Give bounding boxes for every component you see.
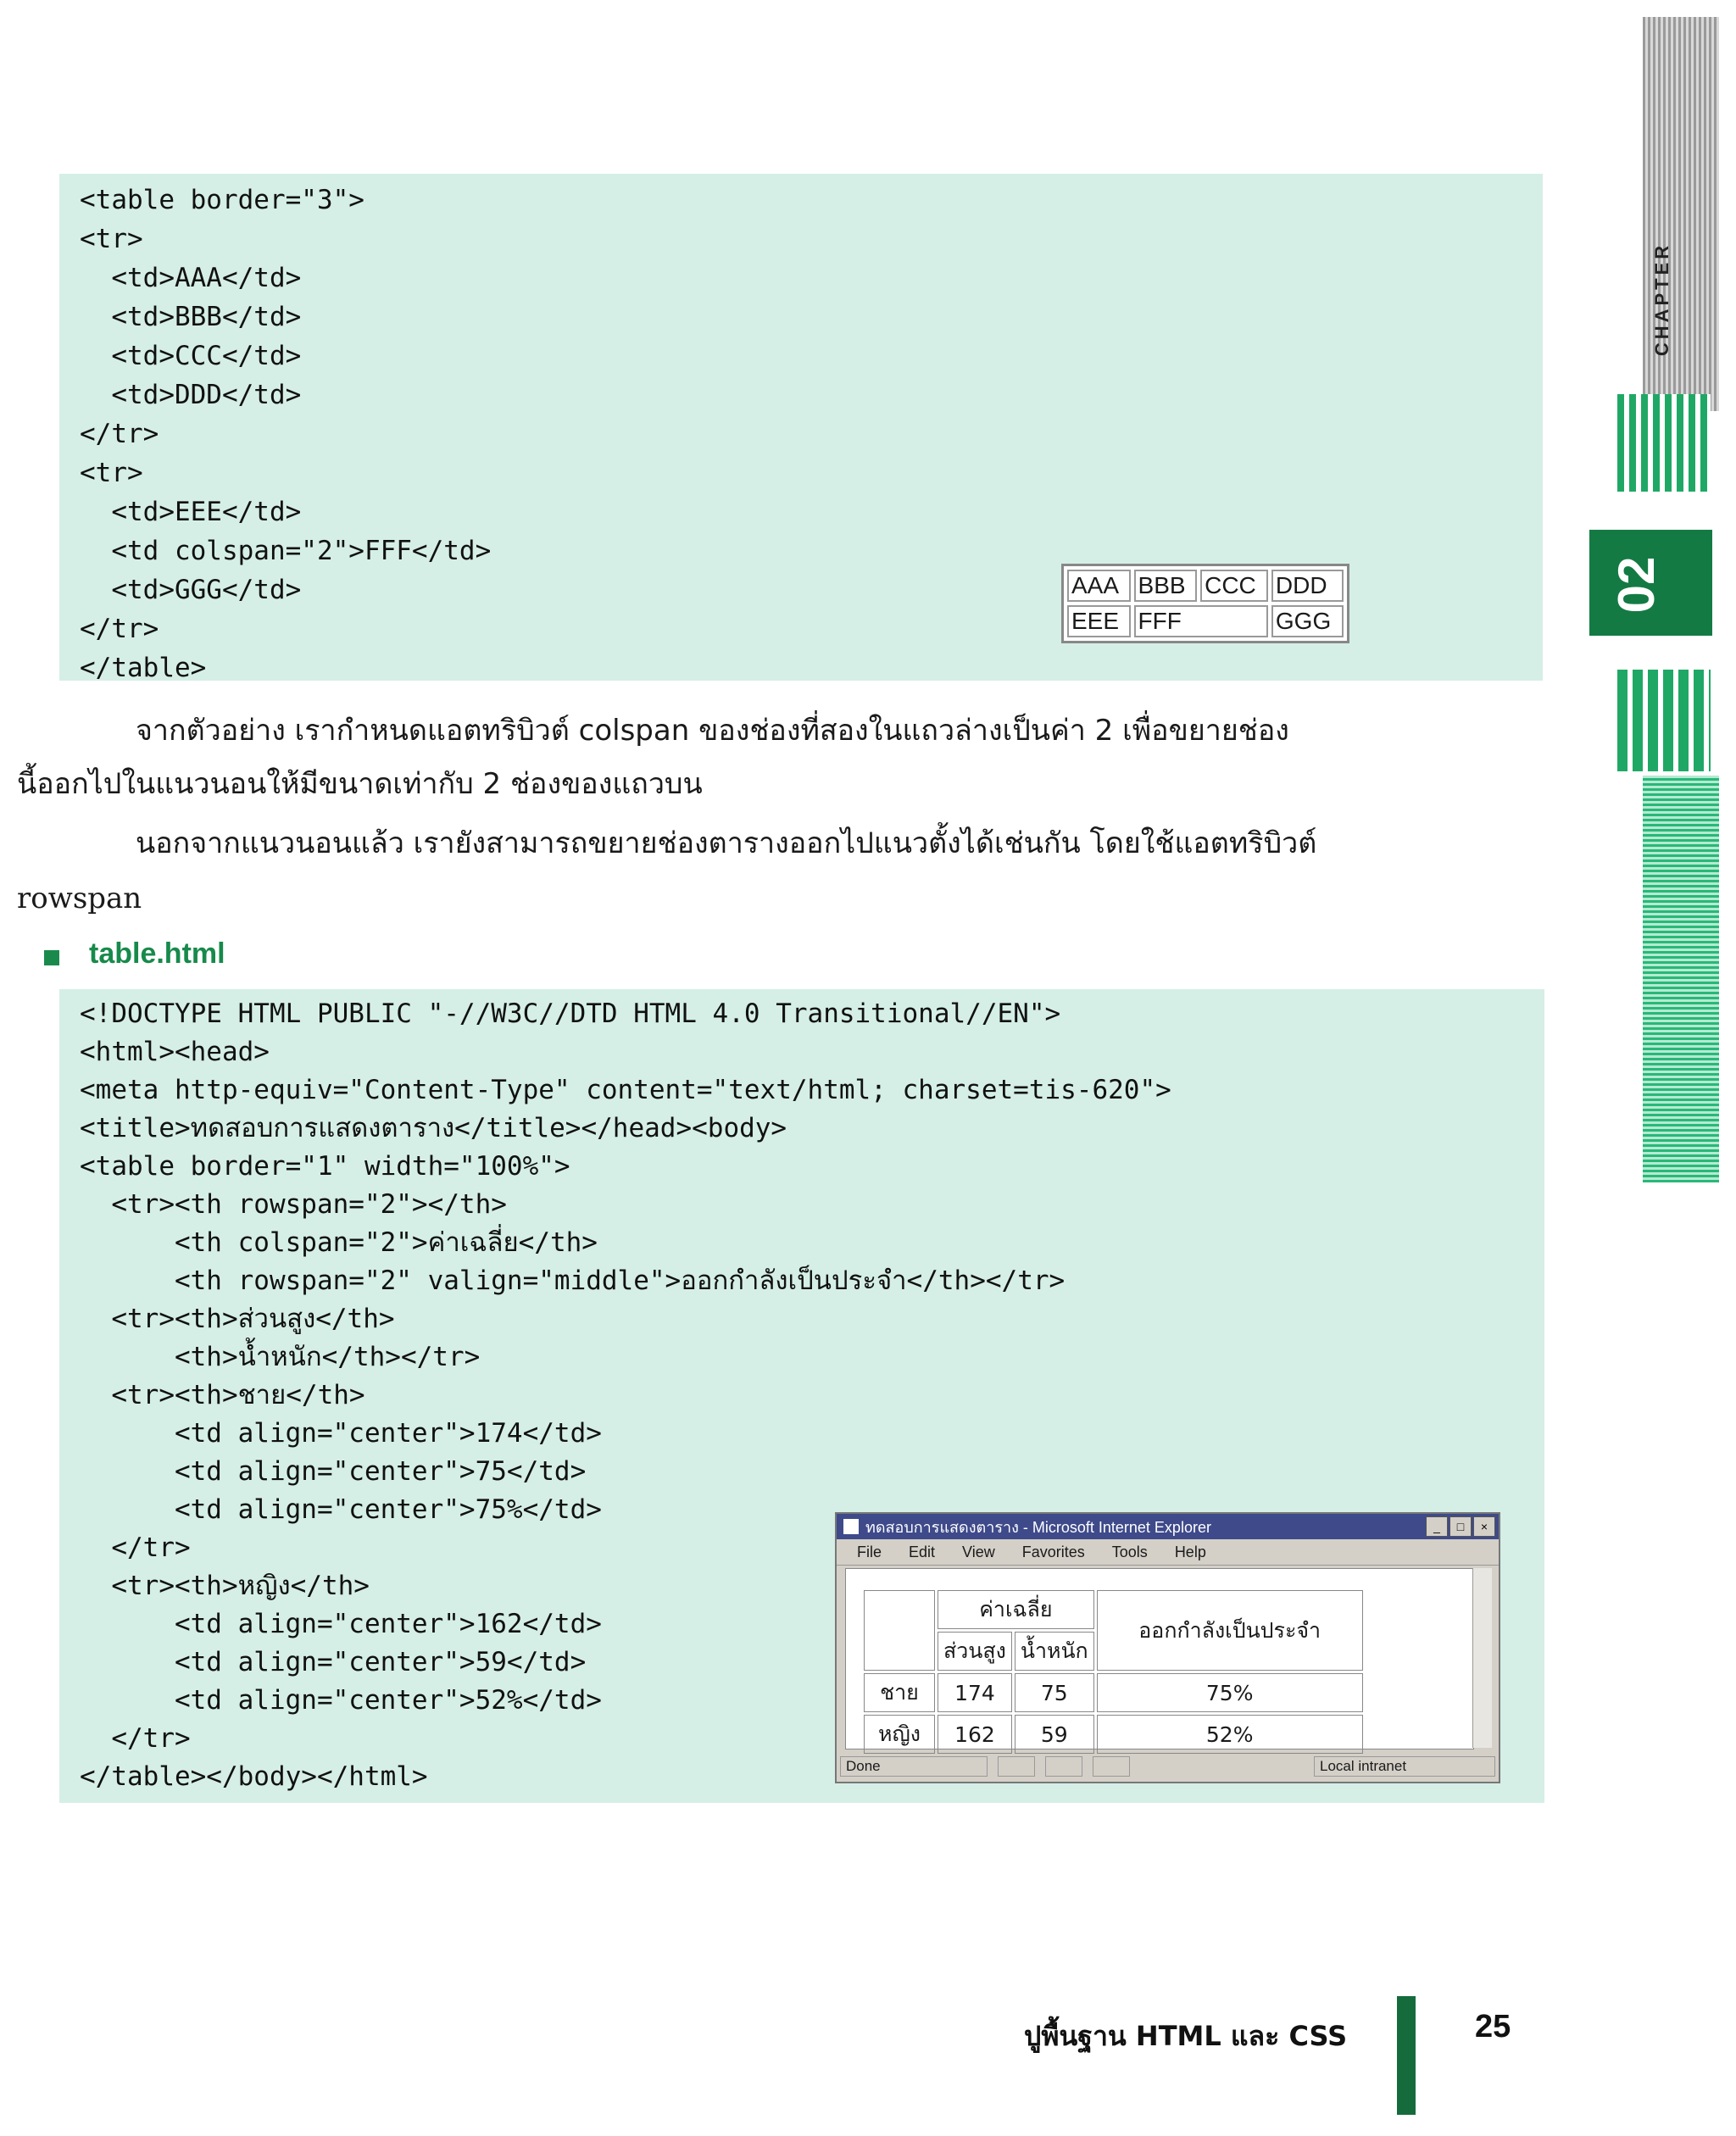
status-done: Done	[840, 1756, 988, 1777]
avg-header: ค่าเฉลี่ย	[938, 1590, 1094, 1629]
code-line: <tr><th>ชาย</th>	[80, 1380, 365, 1410]
code-line: <th colspan="2">ค่าเฉลี่ย</th>	[80, 1227, 598, 1258]
chapter-label: CHAPTER	[1651, 242, 1673, 357]
demo-cell: GGG	[1271, 605, 1344, 637]
browser-menubar	[837, 1539, 1499, 1566]
file-name-heading: table.html	[89, 937, 225, 970]
menu-favorites[interactable]: Favorites	[1021, 1543, 1085, 1560]
code-line: <td colspan="2">FFF</td>	[80, 536, 492, 566]
close-icon[interactable]: ×	[1473, 1516, 1495, 1537]
square-bullet-icon	[44, 950, 59, 965]
book-title-footer: ปูพื้นฐาน HTML และ CSS	[1024, 2020, 1348, 2052]
code-line: </tr>	[80, 419, 159, 449]
page-number: 25	[1475, 2009, 1511, 2044]
code-line: <td align="center">52%</td>	[80, 1685, 602, 1716]
code-line: </tr>	[80, 614, 159, 644]
code-line: <td align="center">75</td>	[80, 1456, 587, 1487]
code-line: <meta http-equiv="Content-Type" content="text/html; charset=tis-620">	[80, 1075, 1171, 1105]
exercise-cell: 52%	[1097, 1715, 1363, 1754]
status-segment	[1093, 1756, 1130, 1777]
code-line: <td>CCC</td>	[80, 341, 302, 371]
weight-header: น้ำหนัก	[1015, 1632, 1094, 1671]
code-line: <tr><th rowspan="2"></th>	[80, 1189, 507, 1220]
browser-title: ทดสอบการแสดงตาราง - Microsoft Internet Explorer	[865, 1518, 1211, 1536]
row-label: ชาย	[864, 1673, 935, 1712]
exercise-header: ออกกำลังเป็นประจำ	[1097, 1590, 1363, 1671]
code-line: <td align="center">162</td>	[80, 1609, 602, 1639]
status-zone: Local intranet	[1314, 1756, 1495, 1777]
code-line: <tr><th>หญิง</th>	[80, 1571, 370, 1601]
paragraph-1-line-2: นี้ออกไปในแนวนอนให้มีขนาดเท่ากับ 2 ช่องของแถวบน	[17, 767, 703, 801]
code-line: <td>DDD</td>	[80, 380, 302, 410]
code-line: </table></body></html>	[80, 1761, 428, 1792]
code-line: <table border="1" width="100%">	[80, 1151, 570, 1182]
code-line: <html><head>	[80, 1037, 270, 1067]
code-line: <tr>	[80, 224, 143, 254]
code-line: <td align="center">75%</td>	[80, 1494, 602, 1525]
code-line: <tr>	[80, 458, 143, 488]
height-cell: 162	[938, 1715, 1012, 1754]
menu-edit[interactable]: Edit	[909, 1543, 936, 1560]
minimize-icon[interactable]: _	[1426, 1516, 1448, 1537]
demo-cell: CCC	[1200, 570, 1268, 602]
demo-cell: EEE	[1067, 605, 1131, 637]
weight-cell: 75	[1015, 1673, 1094, 1712]
demo-cell: FFF	[1134, 605, 1268, 637]
browser-titlebar	[837, 1514, 1499, 1539]
code-line: <title>ทดสอบการแสดงตาราง</title></head><body>	[80, 1113, 787, 1143]
vertical-scrollbar[interactable]	[1472, 1568, 1492, 1748]
code-line: <td align="center">174</td>	[80, 1418, 602, 1449]
code-line: <th rowspan="2" valign="middle">ออกกำลังเป็นประจำ</th></tr>	[80, 1265, 1066, 1296]
code-line: </table>	[80, 653, 207, 683]
code-line: <td>AAA</td>	[80, 263, 302, 293]
sidebar-green-bars	[1617, 394, 1711, 492]
weight-cell: 59	[1015, 1715, 1094, 1754]
code-line: <tr><th>ส่วนสูง</th>	[80, 1304, 395, 1334]
rendered-table-colspan	[1061, 564, 1349, 643]
code-line: <td>GGG</td>	[80, 575, 302, 605]
paragraph-1-line-1: จากตัวอย่าง เรากำหนดแอตทริบิวต์ colspan ของช่องที่สองในแถวล่างเป็นค่า 2 เพื่อขยายช่อง	[136, 714, 1289, 748]
height-header: ส่วนสูง	[938, 1632, 1012, 1671]
footer-divider	[1397, 1996, 1416, 2115]
maximize-icon[interactable]: □	[1449, 1516, 1472, 1537]
status-segment	[1045, 1756, 1082, 1777]
code-line: <th>น้ำหนัก</th></tr>	[80, 1342, 481, 1372]
exercise-cell: 75%	[1097, 1673, 1363, 1712]
demo-cell: DDD	[1271, 570, 1344, 602]
browser-statusbar	[840, 1755, 1495, 1778]
row-label: หญิง	[864, 1715, 935, 1754]
menu-help[interactable]: Help	[1174, 1543, 1206, 1560]
code-line: </tr>	[80, 1723, 191, 1754]
empty-corner-cell	[864, 1590, 935, 1671]
browser-content	[845, 1568, 1474, 1749]
code-line: <td>BBB</td>	[80, 302, 302, 332]
code-line: </tr>	[80, 1532, 191, 1563]
menu-tools[interactable]: Tools	[1111, 1543, 1148, 1560]
rendered-table-rowspan	[861, 1588, 1366, 1756]
chapter-number: 02	[1607, 556, 1665, 614]
height-cell: 174	[938, 1673, 1012, 1712]
demo-cell: AAA	[1067, 570, 1131, 602]
code-line: <table border="3">	[80, 185, 364, 215]
status-segment	[998, 1756, 1035, 1777]
paragraph-2-line-1: นอกจากแนวนอนแล้ว เรายังสามารถขยายช่องตารางออกไปแนวตั้งได้เช่นกัน โดยใช้แอตทริบิวต์	[136, 826, 1317, 860]
browser-window-screenshot	[835, 1512, 1500, 1783]
sidebar-green-bars	[1617, 670, 1711, 771]
menu-file[interactable]: File	[857, 1543, 882, 1560]
menu-view[interactable]: View	[962, 1543, 995, 1560]
internet-explorer-icon	[843, 1519, 859, 1534]
code-line: <td>EEE</td>	[80, 497, 302, 527]
sidebar-light-stripes	[1643, 776, 1719, 1182]
code-line: <td align="center">59</td>	[80, 1647, 587, 1677]
demo-cell: BBB	[1134, 570, 1198, 602]
code-line: <!DOCTYPE HTML PUBLIC "-//W3C//DTD HTML 4.0 Transitional//EN">	[80, 998, 1061, 1029]
paragraph-2-line-2: rowspan	[17, 882, 142, 915]
